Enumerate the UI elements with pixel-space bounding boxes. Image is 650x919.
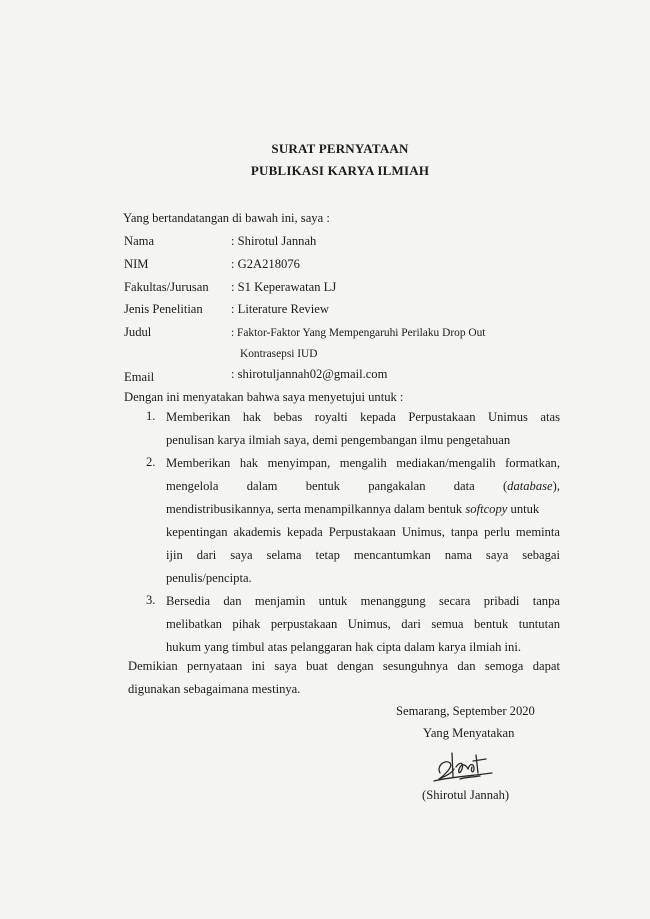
word: bentuk [305, 479, 340, 493]
word: mengelola [166, 479, 219, 493]
intro-text: Yang bertandatangan di bawah ini, saya : [123, 211, 330, 225]
closing-line: digunakan sebagaimana mestinya. [128, 682, 301, 696]
field-label-jenis-penelitian: Jenis Penelitian [124, 302, 203, 316]
field-value-fakultas: : S1 Keperawatan LJ [231, 280, 337, 294]
list-item-line: kepentingan akademis kepada Perpustakaan Unimus, tanpa perlu meminta [166, 525, 560, 539]
list-number: 1. [146, 409, 156, 423]
word: pangakalan [368, 479, 426, 493]
field-value-jenis-penelitian: : Literature Review [231, 302, 329, 316]
signer-role: Yang Menyatakan [423, 726, 515, 740]
document-title: SURAT PERNYATAAN [271, 141, 409, 156]
field-value-judul-cont: Kontrasepsi IUD [240, 348, 318, 360]
word: data [453, 479, 475, 493]
list-item-line: Memberikan hak menyimpan, mengalih mediakan/mengalih formatkan, [166, 456, 560, 470]
line-text: untuk [510, 502, 540, 516]
list-item-line: melibatkan pihak perpustakaan Unimus, dari semua bentuk tuntutan [166, 617, 560, 631]
punctuation: ), [552, 479, 560, 493]
field-value-nim: : G2A218076 [231, 257, 300, 271]
field-value-nama: : Shirotul Jannah [231, 234, 317, 248]
statement-text: Dengan ini menyatakan bahwa saya menyetujui untuk : [124, 390, 404, 404]
list-item-line: Bersedia dan menjamin untuk menanggung secara pribadi tanpa [166, 594, 560, 608]
document-subtitle: PUBLIKASI KARYA ILMIAH [250, 163, 430, 178]
field-label-email: Email [124, 370, 155, 384]
italic-term: softcopy [465, 502, 508, 516]
list-item-line: penulis/pencipta. [166, 571, 252, 585]
italic-term: database [507, 479, 553, 493]
field-label-nama: Nama [124, 234, 155, 248]
field-label-nim: NIM [124, 257, 149, 271]
signer-name: (Shirotul Jannah) [422, 788, 510, 802]
field-value-judul: : Faktor-Faktor Yang Mempengaruhi Perilaku Drop Out [231, 327, 486, 339]
list-item-line: ijin dari saya selama tetap mencantumkan nama saya sebagai [166, 548, 560, 562]
word: dalam [246, 479, 278, 493]
place-date: Semarang, September 2020 [396, 704, 535, 718]
list-item-line: penulisan karya ilmiah saya, demi pengembangan ilmu pengetahuan [166, 433, 511, 447]
field-value-email: : shirotuljannah02@gmail.com [231, 367, 388, 381]
list-item-line: hukum yang timbul atas pelanggaran hak cipta dalam karya ilmiah ini. [166, 640, 521, 654]
list-number: 3. [146, 593, 156, 607]
field-label-judul: Judul [124, 325, 152, 339]
list-item-line: Memberikan hak bebas royalti kepada Perpustakaan Unimus atas [166, 410, 560, 424]
list-item-line [166, 478, 560, 494]
list-item-line [166, 501, 560, 517]
handwritten-signature [430, 743, 500, 789]
database-term: (database), [502, 479, 560, 493]
field-label-fakultas: Fakultas/Jurusan [124, 280, 209, 294]
line-text: mendistribusikannya, serta menampilkannya dalam bentuk [166, 502, 463, 516]
list-number: 2. [146, 455, 156, 469]
closing-line: Demikian pernyataan ini saya buat dengan sesunguhnya dan semoga dapat [128, 659, 560, 673]
